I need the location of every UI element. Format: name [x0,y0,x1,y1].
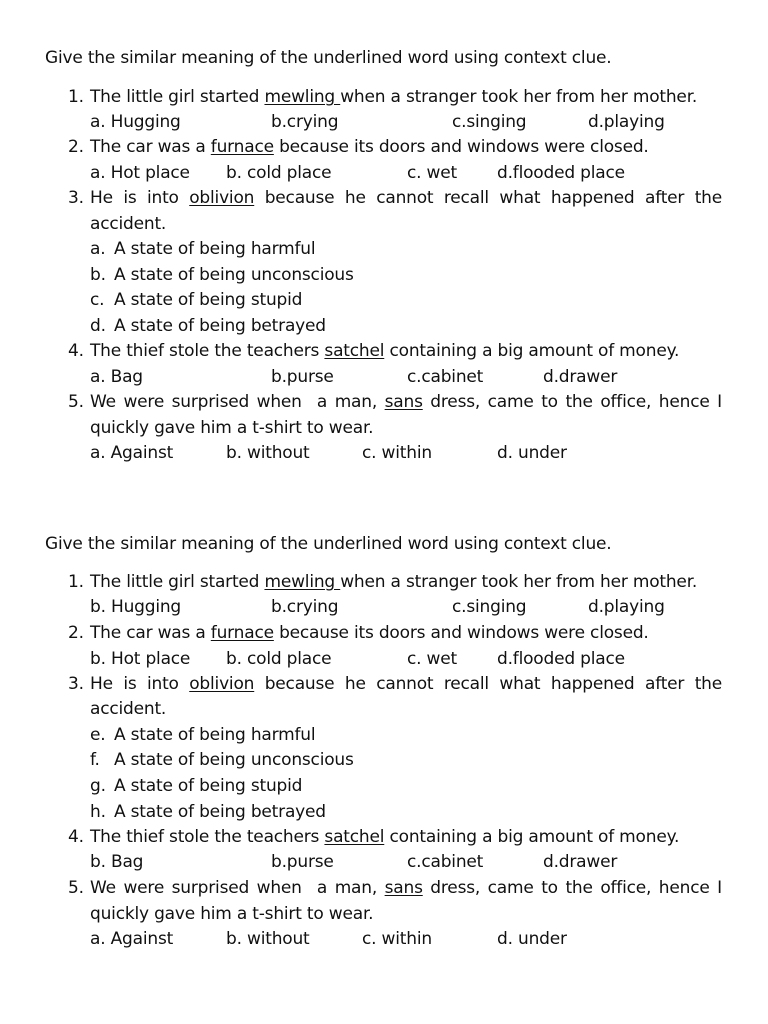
option: b. A state of being unconscious [90,265,354,285]
option: d.playing [588,112,665,132]
option: f. A state of being unconscious [90,750,354,770]
underlined-word: mewling [264,572,341,592]
question-stem: We were surprised when a man, sans dress, came to the office, hence I [90,878,722,898]
option: d. under [497,443,567,463]
question-number: 3. [68,674,84,694]
question-number: 2. [68,137,84,157]
question-stem: The thief stole the teachers satchel containing a big amount of money. [90,827,680,847]
question-stem: The little girl started mewling when a stranger took her from her mother. [90,572,698,592]
option: e. A state of being harmful [90,725,316,745]
question-stem: The little girl started mewling when a stranger took her from her mother. [90,87,698,107]
underlined-word: sans [384,392,423,412]
option: b. Bag [90,852,144,872]
underlined-word: furnace [210,623,274,643]
option: d.drawer [543,367,618,387]
question-number: 5. [68,392,84,412]
option: b. without [226,929,310,949]
question-number: 4. [68,341,84,361]
option: a. Against [90,443,174,463]
option: c.singing [452,597,527,617]
question-number: 3. [68,188,84,208]
underlined-word: mewling [264,87,341,107]
option: b. Hot place [90,649,191,669]
option: c. within [362,929,432,949]
option: b. cold place [226,649,332,669]
option: h. A state of being betrayed [90,802,326,822]
question-number: 1. [68,87,84,107]
option: c. within [362,443,432,463]
question-stem-continued: quickly gave him a t-shirt to wear. [90,418,374,438]
underlined-word: satchel [324,827,385,847]
question-number: 4. [68,827,84,847]
option: b.purse [271,852,334,872]
option: a. Against [90,929,174,949]
question-stem-continued: quickly gave him a t-shirt to wear. [90,904,374,924]
option: d.flooded place [497,163,625,183]
option: d.drawer [543,852,618,872]
option: b.purse [271,367,334,387]
question-stem: He is into oblivion because he cannot recall what happened after the [90,188,722,208]
option: g. A state of being stupid [90,776,303,796]
option: c. wet [407,163,457,183]
question-number: 2. [68,623,84,643]
option: d.playing [588,597,665,617]
option: b.crying [271,597,339,617]
underlined-word: oblivion [189,674,255,694]
option: c.singing [452,112,527,132]
question-stem: The car was a furnace because its doors and windows were closed. [90,623,649,643]
underlined-word: satchel [324,341,385,361]
instruction: Give the similar meaning of the underlined word using context clue. [45,534,612,554]
underlined-word: oblivion [189,188,255,208]
option: b. cold place [226,163,332,183]
option: b. without [226,443,310,463]
question-stem-continued: accident. [90,699,167,719]
option: c.cabinet [407,852,484,872]
question-stem-continued: accident. [90,214,167,234]
underlined-word: sans [384,878,423,898]
option: d.flooded place [497,649,625,669]
option: a. Bag [90,367,143,387]
underlined-word: furnace [210,137,274,157]
instruction: Give the similar meaning of the underlined word using context clue. [45,48,612,68]
option: c. wet [407,649,457,669]
question-number: 5. [68,878,84,898]
question-number: 1. [68,572,84,592]
option: d. under [497,929,567,949]
option: b. Hugging [90,597,182,617]
option: a. Hot place [90,163,190,183]
option: c.cabinet [407,367,484,387]
option: b.crying [271,112,339,132]
option: c. A state of being stupid [90,290,303,310]
question-stem: We were surprised when a man, sans dress, came to the office, hence I [90,392,722,412]
question-stem: The car was a furnace because its doors and windows were closed. [90,137,649,157]
option: d. A state of being betrayed [90,316,326,336]
option: a. Hugging [90,112,181,132]
question-stem: He is into oblivion because he cannot recall what happened after the [90,674,722,694]
question-stem: The thief stole the teachers satchel containing a big amount of money. [90,341,680,361]
option: a. A state of being harmful [90,239,316,259]
